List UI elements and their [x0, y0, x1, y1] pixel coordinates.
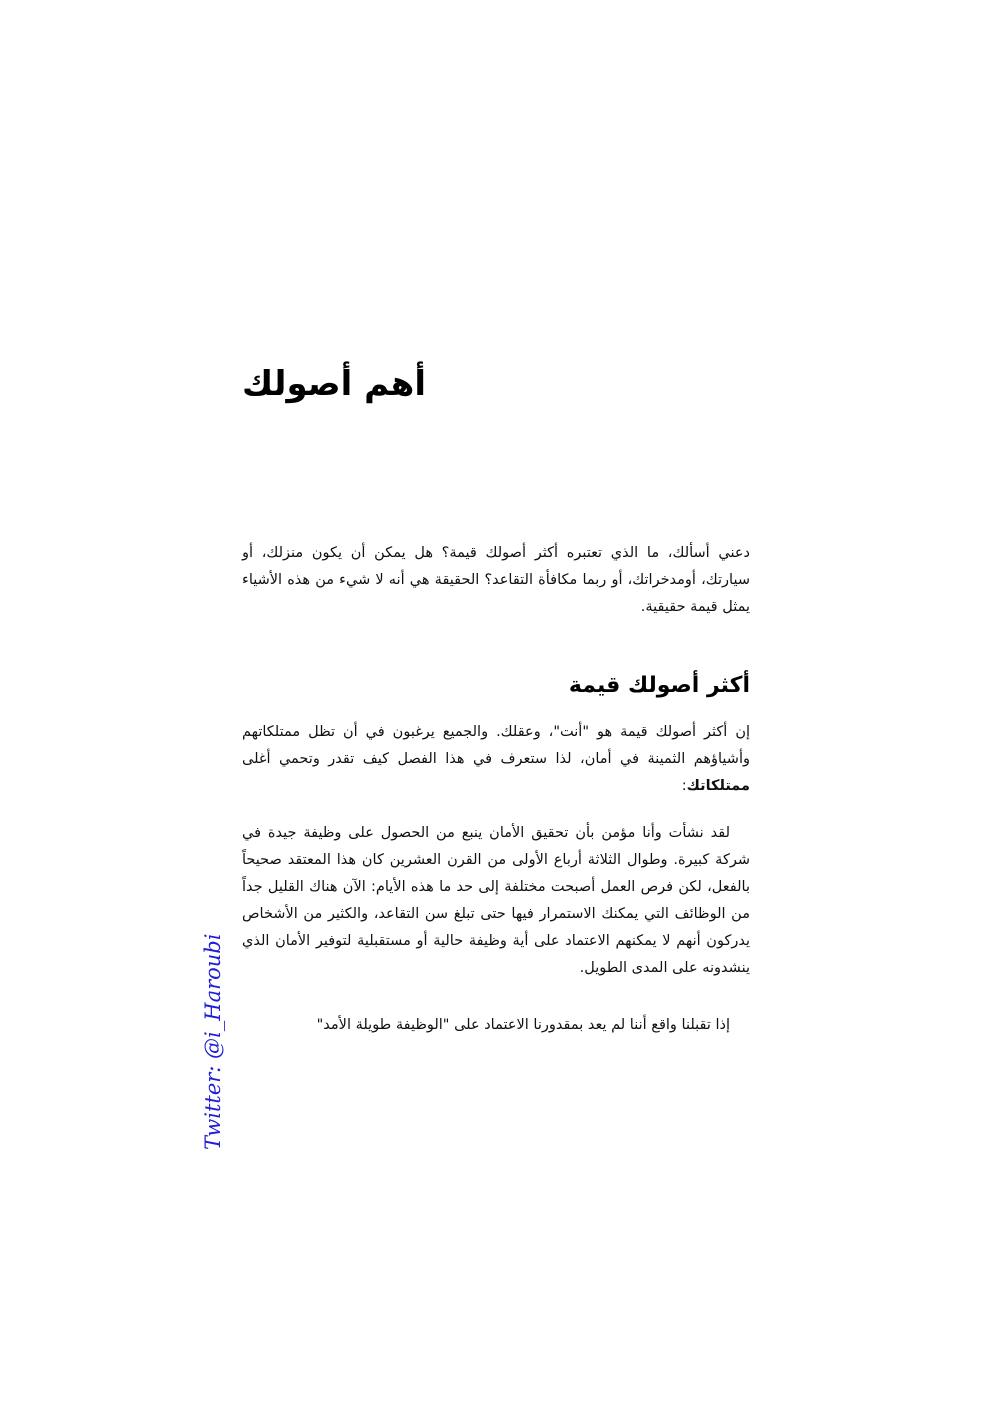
chapter-title: أهم أصولك: [242, 364, 426, 404]
body-paragraph-3: إذا تقبلنا واقع أننا لم يعد بمقدورنا الاعتماد على "الوظيفة طويلة الأمد": [316, 1017, 730, 1033]
emphasized-word: ممتلكاتك: [686, 778, 750, 794]
paragraph-text-end: :: [681, 778, 687, 794]
body-paragraph-2: لقد نشأت وأنا مؤمن بأن تحقيق الأمان ينبع من الحصول على وظيفة جيدة في شركة كبيرة. وطوال الثلاثة أرباع الأولى من القرن العشرين كان هذا المعتقد صحيحاً بالفعل، لكن فرص العمل أصبحت مختلفة إلى حد ما هذه الأيام: الآن هناك القليل جداً من الوظائف التي يمكنك الاستمرار فيها حتى تبلغ سن التقاعد، والكثير من الأشخاص يدركون أنهم لا يمكنهم الاعتماد على أية وظيفة حالية أو مستقبلية لتوفير الأمان الذي ينشدونه على المدى الطويل.: [242, 825, 750, 976]
body-paragraph-1: [242, 719, 750, 800]
paragraph-text: إن أكثر أصولك قيمة هو "أنت"، وعقلك. والجميع يرغبون في أن تظل ممتلكاتهم وأشياؤهم الثمينة في أمان، لذا ستعرف في هذا الفصل كيف تقدر وتحمي أغلى: [242, 724, 750, 767]
section-heading: أكثر أصولك قيمة: [568, 673, 750, 698]
intro-paragraph: دعني أسألك، ما الذي تعتبره أكثر أصولك قيمة؟ هل يمكن أن يكون منزلك، أو سيارتك، أومدخراتك، أو ربما مكافأة التقاعد؟ الحقيقة هي أنه لا شيء من هذه الأشياء يمثل قيمة حقيقية.: [242, 545, 750, 615]
twitter-watermark: Twitter: @i_Haroubi: [201, 933, 225, 1150]
